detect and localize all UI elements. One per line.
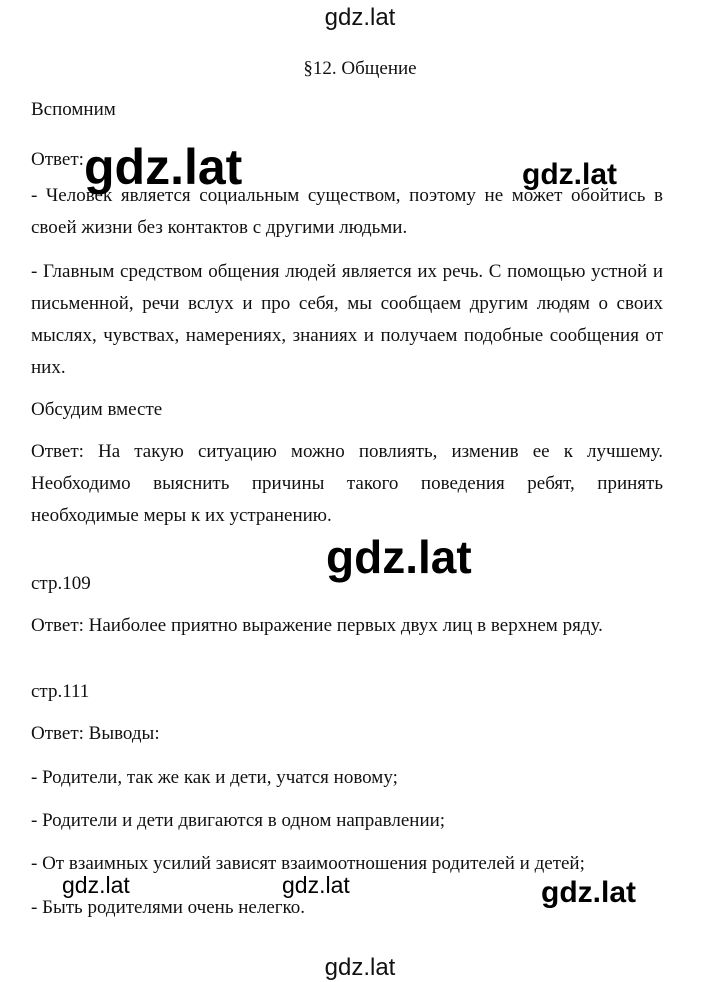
answer-item-2: - Главным средством общения людей является их речь. С помощью устной и письменной, речи вслух и про себя, мы сообщаем другим людям о своих мыслях, чувствах, намерениях, знаниях и получаем подобные сообщения от них. bbox=[31, 261, 663, 378]
page-109-answer: Ответ: Наиболее приятно выражение первых двух лиц в верхнем ряду. bbox=[31, 615, 603, 636]
list-item: - Родители и дети двигаются в одном направлении; bbox=[31, 810, 446, 831]
watermark: gdz.lat bbox=[84, 139, 243, 195]
discuss-answer: Ответ: На такую ситуацию можно повлиять, изменив ее к лучшему. Необходимо выяснить причины такого поведения ребят, принять необходимые меры к их устранению. bbox=[31, 441, 663, 526]
site-footer: gdz.lat bbox=[324, 954, 396, 981]
list-item: - Родители, так же как и дети, учатся новому; bbox=[31, 767, 398, 788]
answer-item-1: - Человек является социальным существом, поэтому не может обойтись в своей жизни без контактов с другими людьми. bbox=[31, 185, 663, 238]
watermark: gdz.lat bbox=[282, 872, 350, 898]
watermark: gdz.lat bbox=[541, 876, 636, 909]
section-heading-discuss: Обсудим вместе bbox=[31, 399, 163, 420]
watermark: gdz.lat bbox=[62, 872, 130, 898]
answer-label: Ответ: bbox=[31, 149, 84, 170]
list-item: - От взаимных усилий зависят взаимоотношения родителей и детей; bbox=[31, 853, 585, 874]
page-111-heading: стр.111 bbox=[31, 681, 90, 702]
section-heading-remember: Вспомним bbox=[31, 99, 116, 120]
page-111-answer-label: Ответ: Выводы: bbox=[31, 723, 160, 744]
watermark: gdz.lat bbox=[326, 531, 472, 583]
list-item: - Быть родителями очень нелегко. bbox=[31, 897, 306, 918]
watermark: gdz.lat bbox=[522, 158, 617, 191]
page-109-heading: стр.109 bbox=[31, 573, 91, 594]
page-title: §12. Общение bbox=[303, 58, 417, 79]
site-header: gdz.lat bbox=[324, 4, 396, 31]
